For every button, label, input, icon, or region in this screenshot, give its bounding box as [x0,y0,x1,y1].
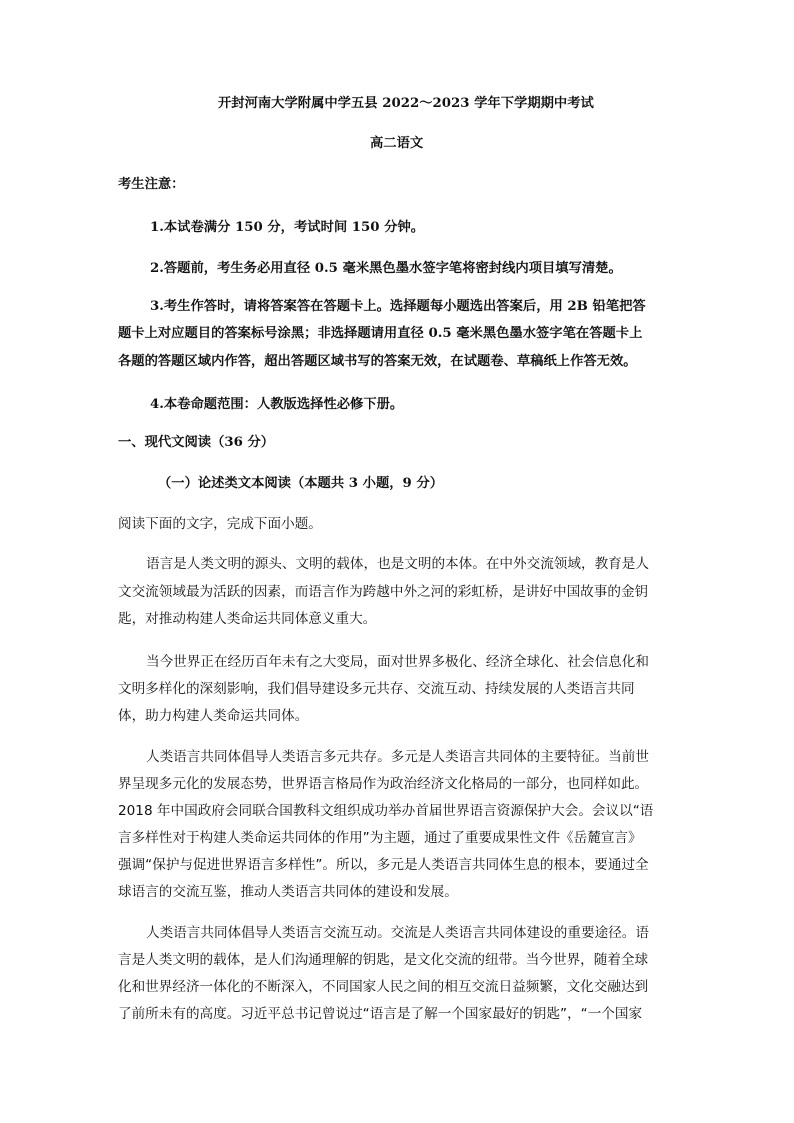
passage-p3-line-5: 强调“保护与促进世界语言多样性”。所以，多元是人类语言共同体生息的根本，要通过全 [118,857,649,873]
passage-p4-line-2: 言是人类文明的载体，是人们沟通理解的钥匙，是文化交流的纽带。当今世界，随着全球 [118,952,649,968]
passage-p4-line-4: 了前所未有的高度。习近平总书记曾说过“语言是了解一个国家最好的钥匙”，“一个国家 [118,1006,643,1022]
passage-p3-line-6: 球语言的交流互鉴，推动人类语言共同体的建设和发展。 [118,884,458,900]
passage-p3-line-4: 言多样性对于构建人类命运共同体的作用”为主题，通过了重要成果性文件《岳麓宣言》 [118,830,642,846]
passage-p1-line-3: 匙，对推动构建人类命运共同体意义重大。 [118,611,377,627]
section-heading: 一、现代文阅读（36 分） [118,435,275,450]
passage-p1-line-2: 文交流领域最为活跃的因素，而语言作为跨越中外之河的彩虹桥，是讲好中国故事的金钥 [118,584,649,600]
passage-p3-line-2: 界呈现多元化的发展态势，世界语言格局作为政治经济文化格局的一部分，也同样如此。 [118,776,649,792]
notice-item-1: 1.本试卷满分 150 分，考试时间 150 分钟。 [150,220,425,235]
notice-item-4: 4.本卷命题范围：人教版选择性必修下册。 [150,397,404,412]
passage-p3-line-3: 2018 年中国政府会同联合国教科文组织成功举办首届世界语言资源保护大会。会议以“语 [118,803,654,819]
subsection-heading: （一）论述类文本阅读（本题共 3 小题，9 分） [158,476,444,491]
notice-heading: 考生注意： [118,177,185,192]
notice-item-3-line-1: 3.考生作答时，请将答案答在答题卡上。选择题每小题选出答案后，用 2B 铅笔把答 [150,299,646,314]
passage-p2-line-2: 文明多样化的深刻影响，我们倡导建设多元共存、交流互动、持续发展的人类语言共同 [118,681,635,697]
notice-item-3-line-2: 题卡上对应题目的答案标号涂黑；非选择题请用直径 0.5 毫米黑色墨水签字笔在答题卡上 [118,326,643,341]
subject-title: 高二语文 [370,136,424,151]
notice-item-3-line-3: 各题的答题区域内作答，超出答题区域书写的答案无效，在试题卷、草稿纸上作答无效。 [118,354,637,369]
passage-p4-line-3: 化和世界经济一体化的不断深入，不同国家人民之间的相互交流日益频繁，文化交融达到 [118,979,649,995]
passage-p3-line-1: 人类语言共同体倡导人类语言多元共存。多元是人类语言共同体的主要特征。当前世 [146,749,649,765]
passage-p4-line-1: 人类语言共同体倡导人类语言交流互动。交流是人类语言共同体建设的重要途径。语 [146,925,649,941]
passage-p1-line-1: 语言是人类文明的源头、文明的载体，也是文明的本体。在中外交流领域，教育是人 [146,556,649,572]
reading-instruction: 阅读下面的文字，完成下面小题。 [118,516,322,532]
passage-p2-line-1: 当今世界正在经历百年未有之大变局，面对世界多极化、经济全球化、社会信息化和 [146,654,649,670]
exam-title: 开封河南大学附属中学五县 2022～2023 学年下学期期中考试 [218,96,594,111]
notice-item-2: 2.答题前，考生务必用直径 0.5 毫米黑色墨水签字笔将密封线内项目填写清楚。 [150,261,622,276]
passage-p2-line-3: 体，助力构建人类命运共同体。 [118,708,309,724]
